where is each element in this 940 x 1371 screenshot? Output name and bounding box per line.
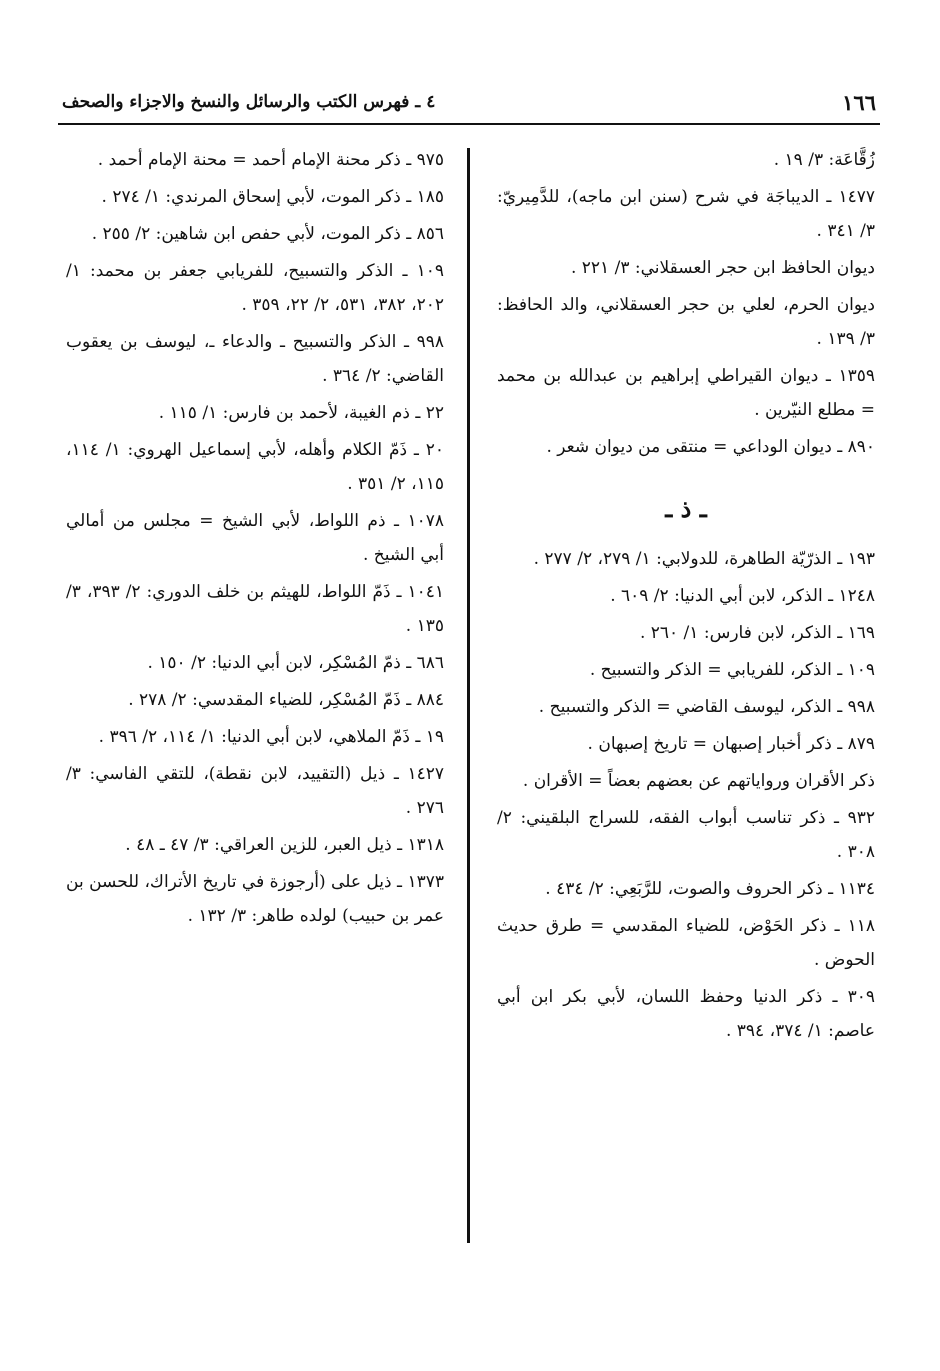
right-column	[497, 143, 875, 1051]
index-entry: ١١٨ ـ ذكر الحَوْض، للضياء المقدسي = طرق حديث الحوض .	[497, 916, 875, 970]
index-entry: ١٠٧٨ ـ ذم اللواط، لأبي الشيخ = مجلس من أمالي أبي الشيخ .	[66, 511, 444, 565]
index-entry: ١٩ ـ ذَمّ الملاهي، لابن أبي الدنيا: ١/ ١١٤، ٢/ ٣٩٦ .	[98, 727, 444, 747]
section-heading: ـ ذ ـ	[665, 494, 707, 523]
index-entry: ٩٧٥ ـ ذكر محنة الإمام أحمد = محنة الإمام أحمد .	[97, 150, 444, 170]
index-entry: ديوان الحرم، لعلي بن حجر العسقلاني، والد الحافظ: ٣/ ١٣٩ .	[497, 295, 875, 349]
index-entry: ديوان الحافظ ابن حجر العسقلاني: ٣/ ٢٢١ .	[570, 258, 875, 278]
index-entry: ١٣٥٩ ـ ديوان القيراطي إبراهيم بن عبدالله بن محمد = مطلع النيّرين .	[497, 366, 875, 420]
page-number: ١٦٦	[842, 90, 876, 115]
index-entry: ١٣١٨ ـ ذيل العبر، للزين العراقي: ٣/ ٤٧ ـ ٤٨ .	[125, 835, 444, 855]
index-entry: ٩٩٨ ـ الذكر والتسبيح ـ والدعاء ـ، ليوسف بن يعقوب القاضي: ٢/ ٣٦٤ .	[66, 332, 444, 386]
index-entry: ١٠٩ ـ الذكر والتسبيح، للفريابي جعفر بن محمد: ١/ ٢٠٢، ٣٨٢، ٥٣١، ٢/ ٢٢، ٣٥٩ .	[66, 261, 444, 315]
header-rule	[58, 123, 880, 125]
index-entry: ٨٨٤ ـ ذَمّ المُسْكِر، للضياء المقدسي: ٢/ ٢٧٨ .	[128, 690, 444, 710]
index-entry: زُقَّاعَة: ٣/ ١٩ .	[773, 150, 875, 170]
index-entry: ١٣٧٣ ـ ذيل على (أرجوزة في تاريخ الأتراك، للحسن بن عمر بن حبيب) لولده طاهر: ٣/ ١٣٢ .	[66, 872, 444, 926]
running-title: ٤ ـ فهرس الكتب والرسائل والنسخ والاجزاء والصحف	[62, 92, 436, 112]
index-entry: ٨٧٩ ـ ذكر أخبار إصبهان = تاريخ إصبهان .	[587, 734, 875, 754]
index-entry: ٨٥٦ ـ ذكر الموت، لأبي حفص ابن شاهين: ٢/ ٢٥٥ .	[91, 224, 444, 244]
column-divider	[467, 148, 470, 1243]
index-entry: ٩٩٨ ـ الذكر، ليوسف القاضي = الذكر والتسبيح .	[538, 697, 875, 717]
index-entry: ١٢٤٨ ـ الذكر، لابن أبي الدنيا: ٢/ ٦٠٩ .	[610, 586, 875, 606]
index-entry: ١٩٣ ـ الذرّيّة الطاهرة، للدولابي: ١/ ٢٧٩، ٢/ ٢٧٧ .	[533, 549, 875, 569]
index-entry: ١٤٢٧ ـ ذيل (التقييد، لابن نقطة)، للتقي الفاسي: ٣/ ٢٧٦ .	[66, 764, 444, 818]
index-entry: ٨٩٠ ـ ديوان الوداعي = منتقى من ديوان شعر .	[546, 437, 875, 457]
index-entry: ١٦٩ ـ الذكر، لابن فارس: ١/ ٢٦٠ .	[639, 623, 875, 643]
index-entry: ٣٠٩ ـ ذكر الدنيا وحفظ اللسان، لأبي بكر ابن أبي عاصم: ١/ ٣٧٤، ٣٩٤ .	[497, 987, 875, 1041]
index-entry: ١١٣٤ ـ ذكر الحروف والصوت، للرَّبَعِي: ٢/ ٤٣٤ .	[545, 879, 875, 899]
page-header	[62, 84, 876, 122]
left-column	[66, 143, 444, 936]
index-entry: ١٤٧٧ ـ الديباجَة في شرح (سنن ابن ماجه)، للدَّمِيريّ: ٣/ ٣٤١ .	[497, 187, 875, 241]
index-entry: ٢٢ ـ ذم الغيبة، لأحمد بن فارس: ١/ ١١٥ .	[158, 403, 444, 423]
index-entry: ١٠٩ ـ الذكر، للفريابي = الذكر والتسبيح .	[589, 660, 875, 680]
index-entry: ٦٨٦ ـ ذمّ المُسْكِر، لابن أبي الدنيا: ٢/ ١٥٠ .	[147, 653, 444, 673]
index-entry: ١٨٥ ـ ذكر الموت، لأبي إسحاق المرندي: ١/ ٢٧٤ .	[101, 187, 444, 207]
index-entry: ١٠٤١ ـ ذَمّ اللواط، للهيثم بن خلف الدوري: ٢/ ٣٩٣، ٣/ ١٣٥ .	[66, 582, 444, 636]
index-entry: ٩٣٢ ـ ذكر تناسب أبواب الفقه، للسراج البلقيني: ٢/ ٣٠٨ .	[497, 808, 875, 862]
index-entry: ٢٠ ـ ذَمّ الكلام وأهله، لأبي إسماعيل الهروي: ١/ ١١٤، ١١٥، ٢/ ٣٥١ .	[66, 440, 444, 494]
index-entry: ذكر الأقران ورواياتهم عن بعضهم بعضاً = الأقران .	[522, 771, 875, 791]
